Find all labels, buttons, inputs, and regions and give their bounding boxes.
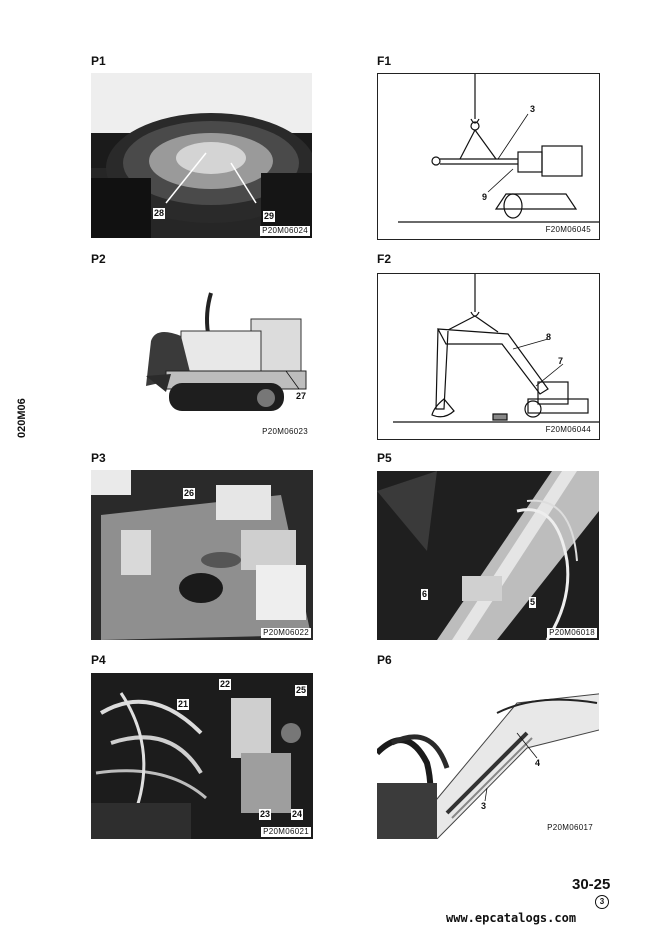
callout-24: 24 [292, 809, 303, 819]
revision-mark: 3 [595, 895, 609, 909]
callout-29: 29 [264, 211, 275, 221]
side-document-code: 020M06 [16, 398, 28, 438]
callout-5: 5 [530, 597, 536, 607]
callout-28: 28 [154, 208, 165, 218]
photo-p5-boom-hoses [377, 471, 599, 640]
photo-p4-hydraulic-piping [91, 673, 313, 839]
caption-p1: P20M06024 [262, 226, 308, 235]
photo-p6-arm-cylinder [377, 673, 599, 839]
callout-21: 21 [178, 699, 189, 709]
panel-label-p2: P2 [91, 252, 106, 266]
photo-p3-valve-area [91, 470, 313, 640]
panel-label-p6: P6 [377, 653, 392, 667]
panel-label-p3: P3 [91, 451, 106, 465]
callout-26: 26 [184, 488, 195, 498]
caption-f2: F20M06044 [545, 425, 591, 434]
callout-25: 25 [296, 685, 307, 695]
photo-p2-excavator [91, 271, 312, 441]
caption-p4: P20M06021 [263, 827, 309, 836]
photo-p1-swing-circle [91, 73, 312, 238]
caption-p6: P20M06017 [547, 823, 593, 832]
callout-7: 7 [558, 356, 564, 366]
website-link[interactable]: www.epcatalogs.com [446, 911, 577, 925]
callout-3-p6: 3 [481, 801, 487, 811]
callout-6: 6 [422, 589, 428, 599]
drawing-f2-arm-lift [377, 273, 600, 440]
caption-p2: P20M06023 [262, 427, 308, 436]
callout-22: 22 [220, 679, 231, 689]
panel-label-p4: P4 [91, 653, 106, 667]
caption-p3: P20M06022 [263, 628, 309, 637]
callout-8: 8 [546, 332, 552, 342]
page-number: 30-25 [572, 876, 611, 893]
callout-23: 23 [260, 809, 271, 819]
panel-label-f1: F1 [377, 54, 392, 68]
panel-label-p5: P5 [377, 451, 392, 465]
panel-label-p1: P1 [91, 54, 106, 68]
panel-label-f2: F2 [377, 252, 392, 266]
callout-9: 9 [482, 192, 488, 202]
caption-p5: P20M06018 [549, 628, 595, 637]
drawing-f1-boom-cylinder-lift [377, 73, 600, 240]
callout-3: 3 [530, 104, 536, 114]
callout-27: 27 [296, 391, 307, 401]
callout-4: 4 [535, 758, 541, 768]
caption-f1: F20M06045 [545, 225, 591, 234]
